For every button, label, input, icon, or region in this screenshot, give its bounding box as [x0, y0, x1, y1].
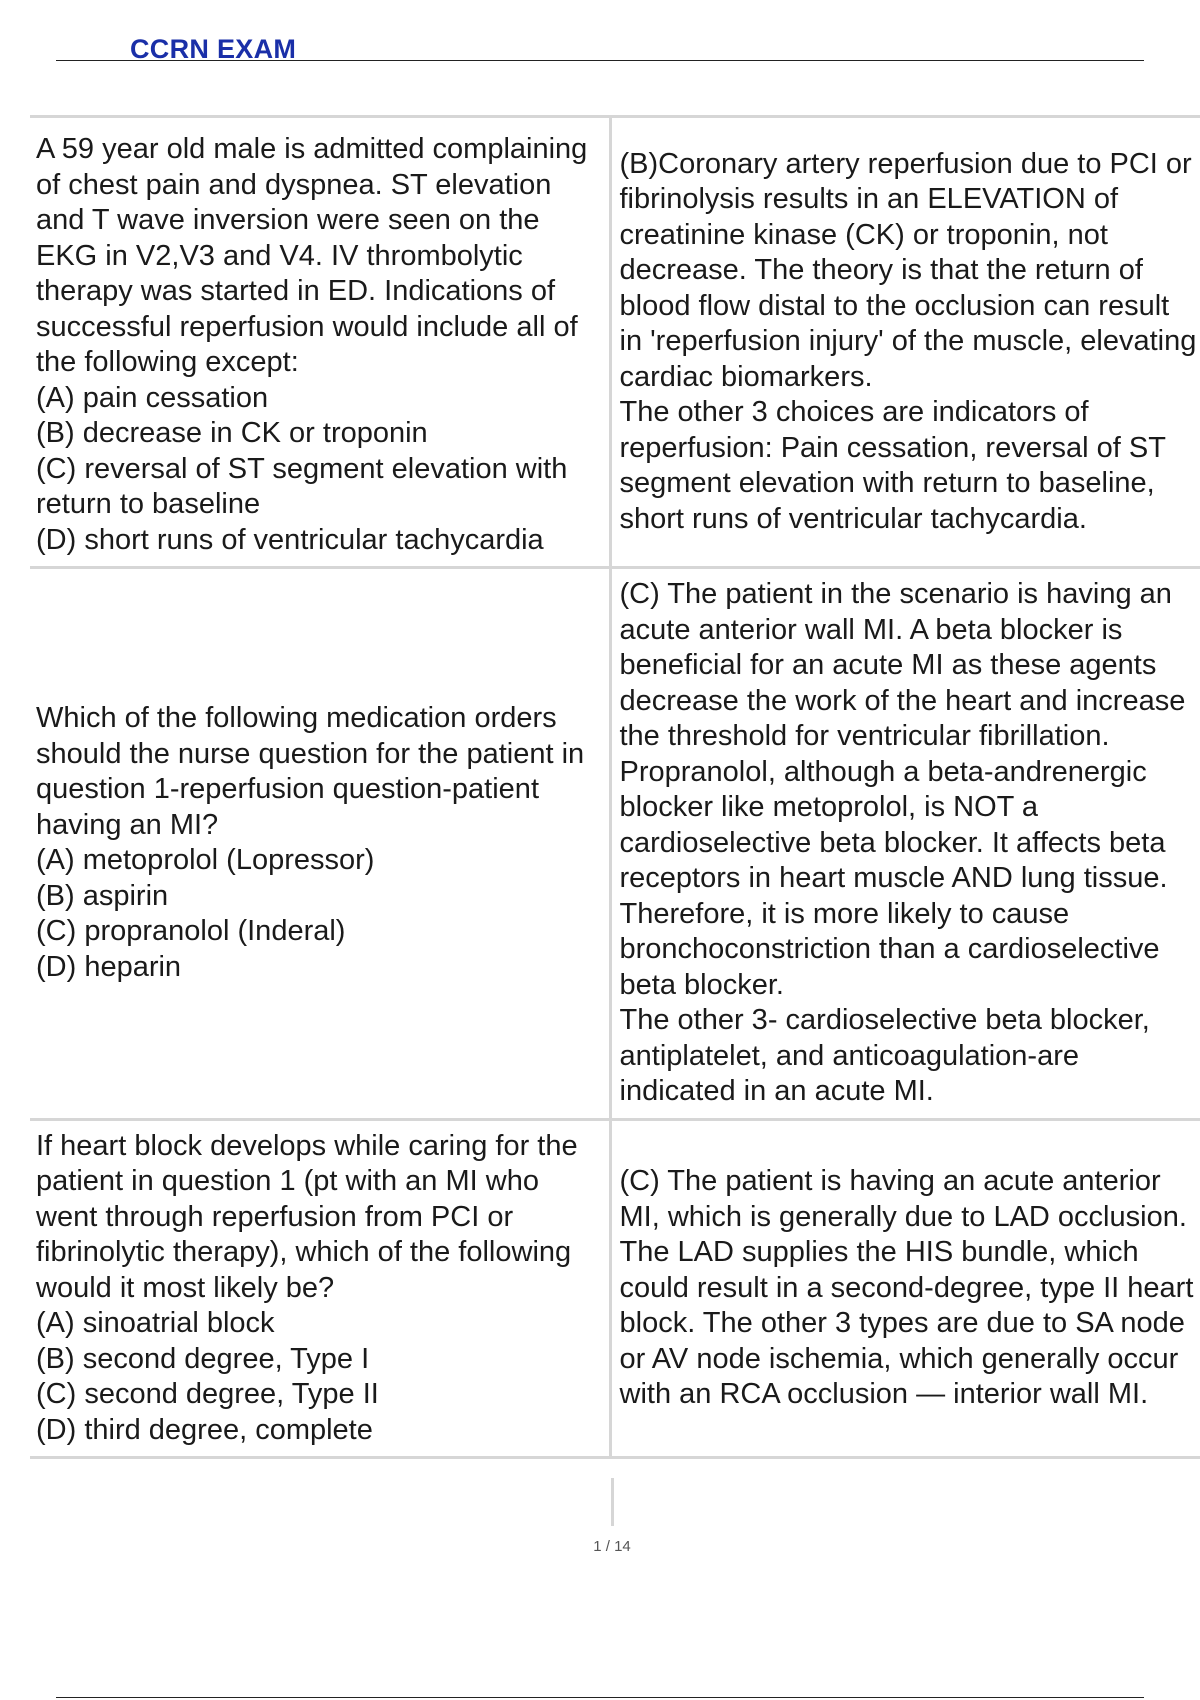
answer-explanation: (B)Coronary artery reperfusion due to PCI or fibrinolysis results in an ELEVATION of creatinine kinase (CK) or troponin, not decrease. The theory is that the return of blood flow distal to the occlusion can result in 'reperfusion injury' of the muscle, elevating cardiac biomarkers. — [619, 147, 1197, 393]
column-divider-trail — [611, 1478, 614, 1526]
answer-explanation: (C) The patient in the scenario is having an acute anterior wall MI. A beta blocker is beneficial for an acute MI as these agents decrease the work of the heart and increase the threshold for ventricular fibrillation. Propranolol, although a beta-andrenergic blocker like metoprolol, is NOT a cardioselective beta blocker. It affects beta receptors in heart muscle AND lung tissue. Therefore, it is more likely to cause bronchoconstriction than a cardioselective beta blocker. — [619, 578, 1186, 1001]
option-d: (D) third degree, complete — [36, 1413, 373, 1446]
question-answer-table — [30, 115, 1200, 1459]
answer-cell — [610, 117, 1200, 568]
option-c: (C) second degree, Type II — [36, 1378, 379, 1410]
answer-other-choices: The other 3- cardioselective beta blocker, antiplatelet, and anticoagulation-are indicated in an acute MI. — [619, 1004, 1150, 1107]
exam-title: CCRN EXAM — [130, 34, 297, 64]
option-b: (B) second degree, Type I — [36, 1342, 370, 1375]
footer-rule — [56, 1697, 1144, 1698]
option-c: (C) reversal of ST segment elevation with return to baseline — [36, 452, 568, 520]
question-stem: Which of the following medication orders should the nurse question for the patient in question 1-reperfusion question-patient having an MI? — [36, 702, 585, 841]
question-cell — [30, 1119, 610, 1458]
option-d: (D) heparin — [36, 950, 182, 983]
answer-other-choices: The other 3 choices are indicators of reperfusion: Pain cessation, reversal of ST segment elevation with return to baseline, short runs of ventricular tachycardia. — [619, 396, 1166, 535]
page-header — [56, 30, 1144, 64]
question-cell — [30, 568, 610, 1120]
option-a: (A) pain cessation — [36, 381, 269, 414]
answer-cell — [610, 568, 1200, 1120]
question-stem: If heart block develops while caring for the patient in question 1 (pt with an MI who went through reperfusion from PCI or fibrinolytic therapy), which of the following would it most likely be? — [36, 1129, 578, 1304]
option-c: (C) propranolol (Inderal) — [36, 915, 346, 948]
option-a: (A) metoprolol (Lopressor) — [36, 844, 375, 877]
option-b: (B) decrease in CK or troponin — [36, 417, 428, 449]
answer-cell — [610, 1119, 1200, 1458]
qa-row-3 — [30, 1119, 1200, 1458]
option-b: (B) aspirin — [36, 879, 169, 912]
option-a: (A) sinoatrial block — [36, 1307, 275, 1339]
option-d: (D) short runs of ventricular tachycardia — [36, 523, 544, 556]
qa-row-2 — [30, 568, 1200, 1120]
question-stem: A 59 year old male is admitted complaining of chest pain and dyspnea. ST elevation and T wave inversion were seen on the EKG in V2,V3 and V4. IV thrombolytic therapy was started in ED. Indications of successful reperfusion would include all of the following except: — [36, 133, 588, 378]
page-indicator: 1 / 14 — [593, 1538, 631, 1555]
question-cell — [30, 117, 610, 568]
answer-explanation: (C) The patient is having an acute anterior MI, which is generally due to LAD occlusion. The LAD supplies the HIS bundle, which could result in a second-degree, type II heart block. The other 3 types are due to SA node or AV node ischemia, which generally occur with an RCA occlusion — interior wall MI. — [619, 1165, 1194, 1410]
qa-row-1 — [30, 117, 1200, 568]
